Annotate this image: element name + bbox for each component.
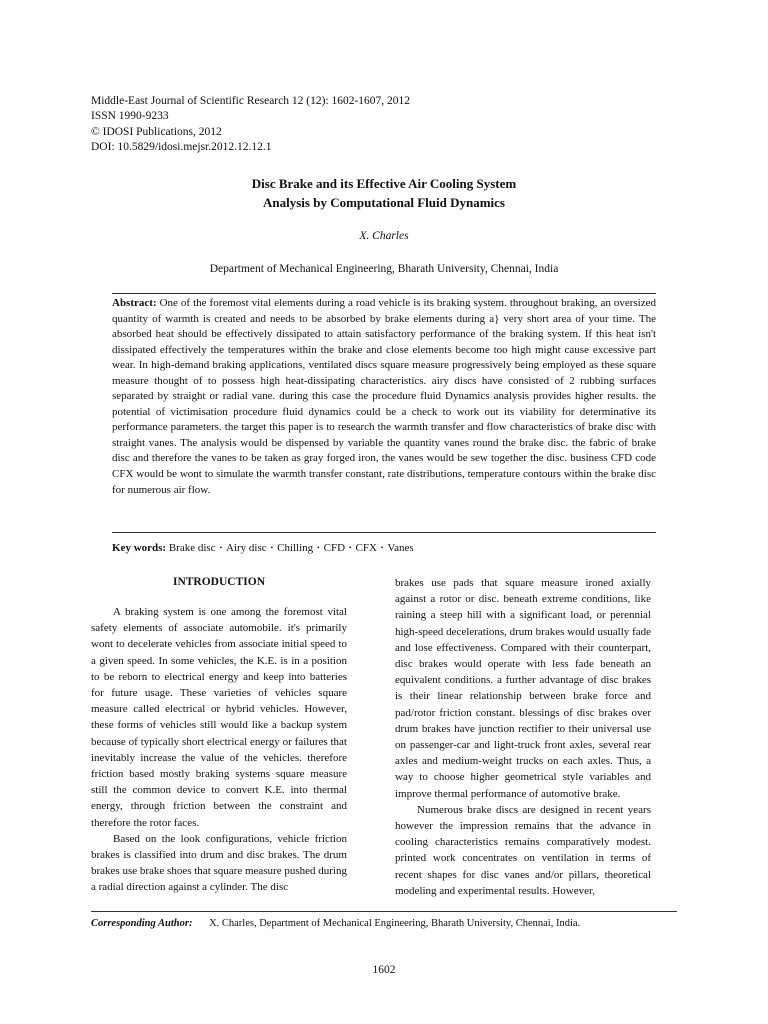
- body-column-right: [395, 575, 651, 899]
- keyword: Airy disc: [226, 542, 267, 554]
- copyright: © IDOSI Publications, 2012: [91, 125, 222, 138]
- title-line-1: Disc Brake and its Effective Air Cooling System: [251, 176, 517, 191]
- keyword: CFX: [355, 542, 377, 554]
- issn: ISSN 1990-9233: [91, 110, 169, 123]
- paragraph: A braking system is one among the foremost vital safety elements of associate automobile. it's primarily wont to decelerate vehicles from associate initial speed to a given speed. In some vehicles, the K.E. is in a position to be reborn to electrical energy and keep into batteries for future usage. These varieties of vehicles square measure called electrical or hybrid vehicles. However, these forms of vehicles still would like a backup system because of typically short electrical energy or failures that inevitably increase the value of the vehicles. therefore friction based mostly braking systems square measure still the common device to convert K.E. into thermal energy, through friction between the constraint and therefore the rotor faces.: [91, 606, 347, 829]
- keyword-separator: •: [349, 544, 352, 552]
- body-column-left: [91, 575, 347, 896]
- keyword-separator: •: [219, 544, 223, 552]
- keywords-label: Key words:: [112, 542, 167, 554]
- keyword-separator: •: [380, 544, 384, 552]
- corresponding-author-label: Corresponding Author:: [91, 918, 193, 929]
- journal-citation: Middle-East Journal of Scientific Research 12 (12): 1602-1607, 2012: [91, 95, 411, 107]
- abstract-text: One of the foremost vital elements during a road vehicle is its braking system. throughout braking, an oversized quantity of warmth is created and needs to be absorbed by brake elements during a} very short area of your time. The absorbed heat should be effectively dissipated to attain satisfactory performance of the braking system. If this heat isn't dissipated effectively the temperatures within the brake and close elements become too high might cause excessive part wear. In high-demand braking applications, ventilated discs square measure progressively being employed as these square measure thought of to possess high heat-dissipating characteristics. airy discs have consisted of 2 rubbing surfaces separated by straight or radial vane. during this case the procedure fluid Dynamics analysis provides higher results. the potential of victimisation procedure fluid dynamics could be a check to work out its viability for determinative its performance parameters. the target this paper is to research the warmth transfer and flow characteristics of brake disc with straight vanes. The analysis would be dispensed by variable the quantity vanes round the brake disc. the fabric of brake disc and therefore the vanes to be taken as gray forged iron, the vanes would be sew together the disc. business CFD code CFX would be wont to simulate the warmth transfer constant, rate distributions, temperature contours within the brake disc for numerous air flow.: [112, 297, 656, 496]
- paragraph: Numerous brake discs are designed in recent years however the impression remains that the advance in cooling characteristics remains comparatively modest. printed work concentrates on ventilation in terms of recent shapes for disc vanes and/or pillars, theoretical modeling and experimental results. However,: [395, 803, 651, 897]
- footnote-rule: [91, 911, 677, 912]
- abstract-top-rule: [112, 293, 656, 294]
- keyword-separator: •: [270, 544, 274, 552]
- abstract-label: Abstract:: [112, 297, 157, 309]
- title-line-2: Analysis by Computational Fluid Dynamics: [263, 195, 505, 210]
- author-name: X. Charles: [359, 230, 409, 242]
- page-number: 1602: [372, 964, 396, 976]
- journal-header: [91, 94, 410, 155]
- keyword: Brake disc: [168, 542, 216, 554]
- section-heading-introduction: INTRODUCTION: [172, 576, 265, 588]
- author-affiliation: Department of Mechanical Engineering, Bharath University, Chennai, India: [209, 263, 559, 275]
- corresponding-author-text: X. Charles, Department of Mechanical Engineering, Bharath University, Chennai, India.: [209, 918, 581, 929]
- doi: DOI: 10.5829/idosi.mejsr.2012.12.12.1: [91, 140, 272, 153]
- paper-title: [0, 174, 768, 212]
- keywords: [112, 541, 656, 556]
- paragraph: Based on the look configurations, vehicle friction brakes is classified into drum and disc brakes. The drum brakes use brake shoes that square measure pushed during a radial direction against a cylinder. The disc: [91, 832, 347, 894]
- abstract: [112, 296, 656, 498]
- abstract-bottom-rule: [112, 532, 656, 533]
- keyword: Chilling: [277, 542, 314, 554]
- keyword-separator: •: [317, 544, 320, 552]
- keyword: CFD: [323, 542, 346, 554]
- corresponding-author-note: [91, 918, 580, 929]
- keyword: Vanes: [387, 542, 414, 554]
- paragraph: brakes use pads that square measure ironed axially against a rotor or disc. beneath extreme conditions, like raining a steep hill with a significant load, or perennial high-speed decelerations, drum brakes would usually fade and lose effectiveness. Compared with their counterpart, disc brakes would operate with less fade beneath an equivalent conditions. a further advantage of disc brakes is their linear relationship between brake force and pad/rotor friction constant. blessings of disc brakes over drum brakes have junction rectifier to their universal use on passenger-car and light-truck front axles, several rear axles and medium-weight trucks on each axles. Thus, a way to choose higher geometrical style variables and improve thermal performance of automotive brake.: [395, 577, 651, 800]
